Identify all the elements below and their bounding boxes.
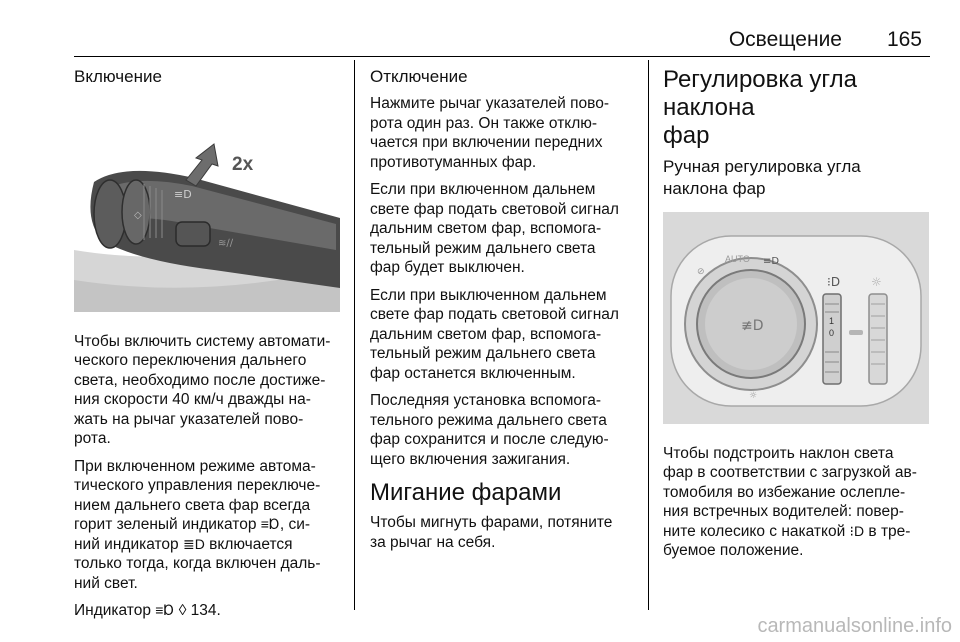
paragraph: Если при выключенном дальнем свете фар подать световой сигнал дальним светом фар, вспомога- тельный режим дальнего света фар останется включенным. [370,286,619,382]
paragraph: При включенном режиме автома- тического управления переключе- нием дальнего света фар всегда горит зеленый индикатор ≡Ɒ, си- ний индикатор ≣D включается только тогда, когда включен даль- ний свет. [74,457,321,592]
svg-text:☼: ☼ [749,391,758,401]
page-number: 165 [886,28,922,51]
svg-text:⊘: ⊘ [697,267,705,277]
watermark: carmanualsonline.info [757,615,952,637]
svg-text:≡D: ≡D [174,188,192,201]
heading-switch-off: Отключение [370,67,468,86]
column-3 [663,66,933,569]
paragraph: Последняя установка вспомога- тельного режима дальнего света фар сохранится и после следую- щего включения зажигания. [370,392,609,468]
svg-text:≋∕∕: ≋∕∕ [218,238,234,249]
auto-position-label: AUTO [725,254,750,264]
auto-high-beam-indicator-icon: ≡Ɒ [155,602,175,618]
column-2 [370,66,640,560]
paragraph: Чтобы подстроить наклон света фар в соответствии с загрузкой ав- томобиля во избежание ослепле- ния встречных водителей: повер- ните колесико с накаткой ⁝D в тре- буемое положение. [663,444,917,559]
column-1 [74,66,340,629]
headlight-range-icon: ⁝D [849,522,865,539]
paragraph: Индикатор ≡Ɒ ◊ 134. [74,602,221,619]
press-twice-label: 2x [232,154,254,175]
svg-text:◇: ◇ [134,210,142,221]
svg-text:≢D: ≢D [741,318,764,334]
heading-switch-on: Включение [74,67,162,86]
paragraph: Чтобы мигнуть фарами, потяните за рычаг на себя. [370,514,613,551]
svg-text:☼: ☼ [871,275,882,289]
figure-stalk [74,100,340,318]
light-switch-panel-illustration [663,212,929,424]
svg-text:≡D: ≡D [763,256,780,267]
page-reference: ◊ 134. [178,602,221,619]
paragraph: Если при включенном дальнем свете фар подать световой сигнал дальним светом фар, вспомога- тельный режим дальнего света фар будет выключен. [370,181,619,276]
range-mark-0: 0 [829,328,835,338]
subheading-manual-range: Ручная регулировка угла наклона фар [663,157,861,198]
high-beam-indicator-icon: ≣D [182,535,205,552]
column-divider [648,60,649,610]
heading-headlight-range: Регулировка угла наклона фар [663,66,858,149]
auto-high-beam-indicator-icon: ≡Ɒ [260,516,280,532]
paragraph: Нажмите рычаг указателей пово- рота один раз. Он также отклю- чается при включении передних противотуманных фар. [370,95,609,171]
svg-text:⁝D: ⁝D [827,275,841,289]
section-title: Освещение [728,28,842,51]
header-rule [74,56,930,57]
turn-signal-stalk-illustration [74,100,340,312]
column-divider [354,60,355,610]
heading-headlight-flash: Мигание фарами [370,479,562,506]
figure-light-switch [663,212,933,430]
range-mark-1: 1 [829,316,835,326]
paragraph: Чтобы включить систему автомати- ческого переключения дальнего света, необходимо после достиже- ния скорости 40 км/ч дважды на- жать на рычаг указателей пово- рота. [74,332,331,447]
